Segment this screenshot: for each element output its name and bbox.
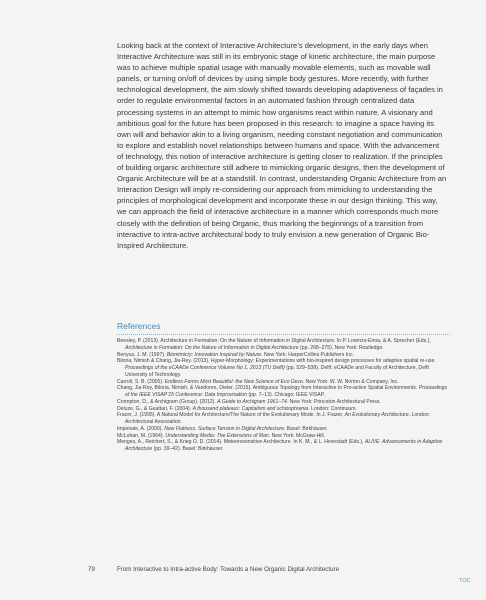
- page-number: 79: [88, 566, 95, 573]
- reference-item: Deluze, G., & Guattari, F. (2004). A thousand plateaus: Capitalism and schizophrenia. London: Continuum.: [117, 405, 357, 412]
- reference-item: Imperiale, A. (2000). New Flatness. Surface Tension in Digital Architecture. Basel: Birkhäuser.: [117, 425, 328, 432]
- reference-item: Beesley, P. (2013). Architecture in Formation: On the Nature of Information in Digital Architecture. In P. Lorenzo-Eiroa, & A. Sprecher (Eds.), Architecture in Formation: On the Nature of Information in Digital Architecture (pp. 268–275). New York: Routledge.: [117, 338, 431, 351]
- reference-item: Frazer, J. (1995). A Natural Model for Architecture/The Nature of the Evolutionary Mode. In J. Frazer, An Evolutionary Architecture. London: Architectural Association.: [117, 412, 430, 425]
- toc-link[interactable]: TOC: [459, 578, 471, 584]
- reference-item: McLuhan, M. (1964). Understanding Media: The Extensions of Man. New York: McGraw-Hill.: [117, 432, 326, 439]
- reference-item: Chang, Jia-Rey, Biloria, Nimish, & Vandoren, Dieter. (2015). Ambiguous Topology from Interactive to Pro-active Spatial Environments. Proceedings of the IEEE VISAP’15 Conference: Data Improvisation (pp. 7–13). Chicago: IEEE VISAP.: [117, 385, 448, 398]
- body-paragraph: Looking back at the context of Interactive Architecture’s development, in the early days when Interactive Architecture was still in its embryonic stage of kinetic architecture, the main purpose was to achieve multiple spatial usage with manually movable elements, such as movable wall panels, or turning on/off of devices by using simple body gestures. More recently, with further technological development, the aim slowly shifted towards developing adaptiveness of façades in order to regulate environmental factors in an automated fashion through centralized data processing systems in an attempt to mimic how organisms react within nature. A visionary and ambitious goal for the future has been proposed in this research: to imagine a space having its own will and behavior akin to a living organism, needing constant negotiation and communication to explore and establish novel relationships between humans and space. With the advancement of technology, this notion of interactive architecture is getting closer to realization. If the principles of building organic architecture still adhere to mimicking organic designs, then the development of Organic Architecture will be at a standstill. In contrast, understanding Organic Architecture from an Interaction Design will imply re-considering our approach from mimicking to understanding the principles of morphological development and incorporate these in our design thinking. This way, we can approach the field of interactive architecture in a manner which corresponds much more closely with the definition of being Organic, thus marking the beginnings of a transition from interactive to intra-active architectural body to truly envision a new generation of Organic Bio-Inspired Architecture.: [117, 41, 447, 250]
- body-text: [117, 40, 447, 251]
- reference-item: Menges, A., Reichert, S., & Krieg O. D. (2014). Meteorosensitive Architecture. In K. M., & L. Hovestadt (Eds.), ALIVE. Advancements in Adaptive Architecture (pp. 39–42). Basel: Birkhäuser.: [117, 439, 443, 452]
- reference-item: Biloria, Nimish & Chang, Jia-Rey. (2013). Hyper-Morphology: Experimentations with bio-inspired design processes for adaptive spatial re-use. Proceedings of the eCAADe Conference Volume No 1, 2013 (TU Delft) (pp. 529–538). Delft: eCAADe and Faculty of Architecture, Delft University of Technology.: [117, 358, 436, 378]
- references-heading: References: [117, 321, 161, 331]
- reference-item: Crompton, D., & Archigram (Group). (2012). A Guide to Archigram 1961–74. New York: Princeton Architectural Press.: [117, 398, 381, 405]
- running-title: From Interactive to Intra-active Body: Towards a New Organic Digital Architecture: [117, 566, 340, 573]
- references-list: [117, 338, 450, 453]
- reference-item: Benyus, J. M. (1997). Biomimicry: Innovation Inspired by Nature. New York: HarperCollins Publishers Inc.: [117, 351, 354, 358]
- references-divider: [117, 334, 450, 335]
- reference-item: Carroll, S. B. (2005). Endless Forms Most Beautiful: the New Science of Evo Devo. New York: W. W. Norton & Company, Inc.: [117, 378, 399, 385]
